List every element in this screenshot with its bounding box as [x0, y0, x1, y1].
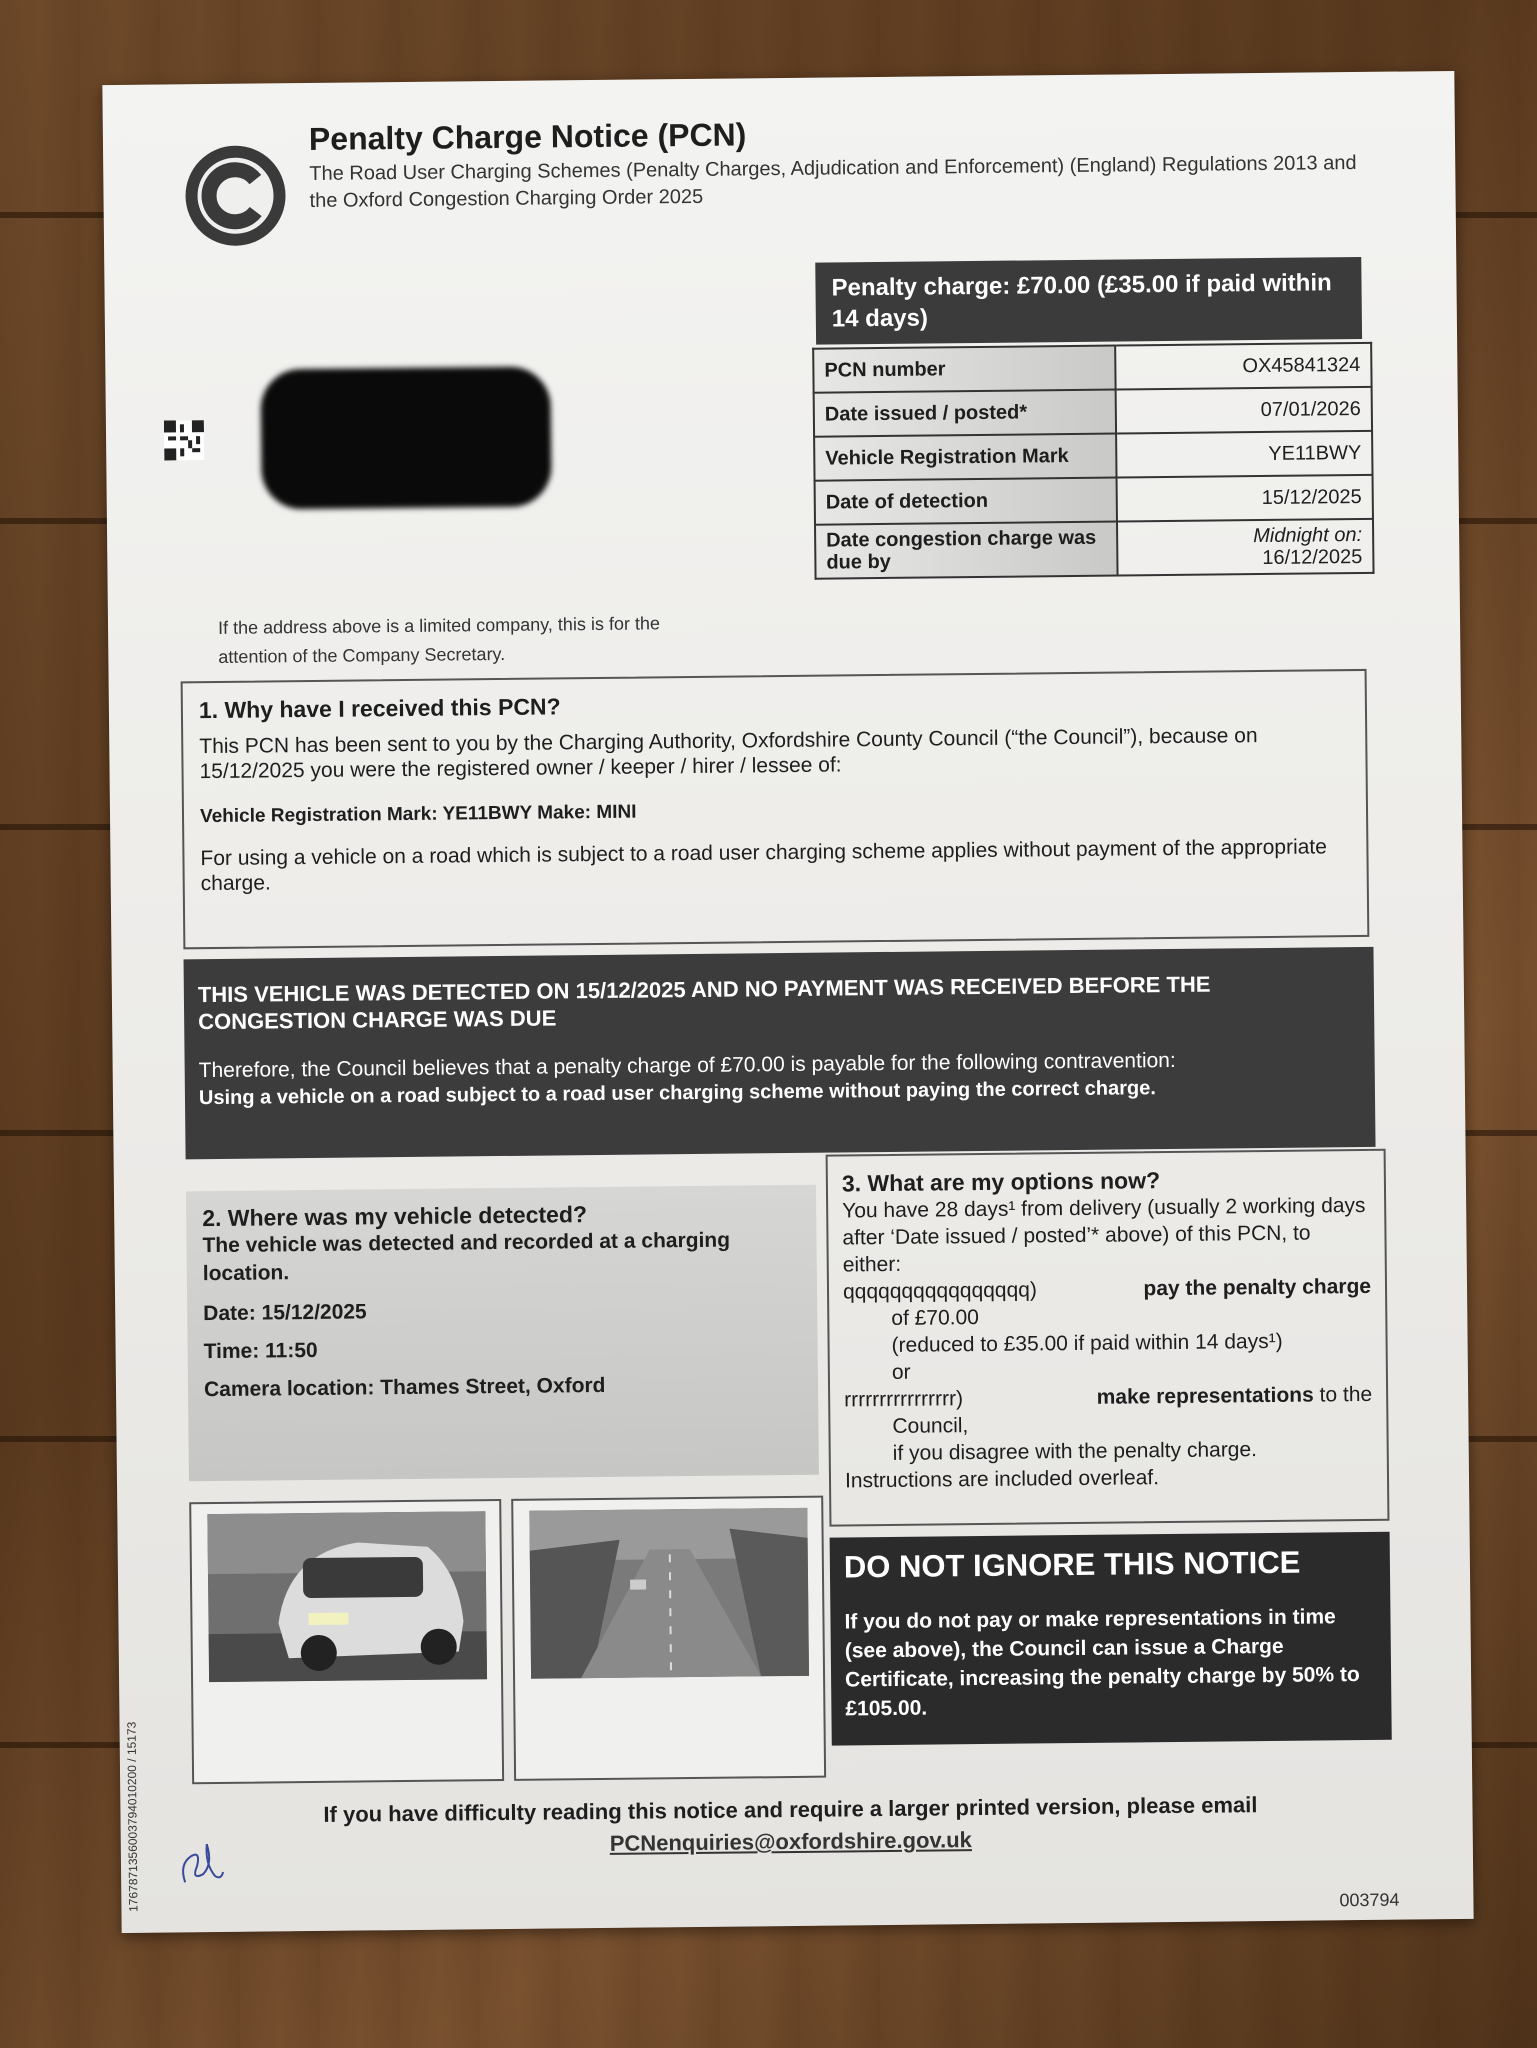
option-represent: [844, 1381, 1372, 1414]
option-represent-disagree: if you disagree with the penalty charge.: [892, 1438, 1258, 1465]
detected-line2: Using a vehicle on a road subject to a road user charging scheme without paying the correct charge.: [198, 1077, 1156, 1110]
table-row: [815, 475, 1373, 525]
option-pay-marker: qqqqqqqqqqqqqqqq): [842, 1278, 1038, 1304]
due-date-label: Date congestion charge was due by: [815, 522, 1118, 579]
section2-intro: The vehicle was detected and recorded at a charging location.: [202, 1228, 731, 1286]
option-represent-text: [1097, 1381, 1373, 1411]
road-camera-photo: [529, 1508, 809, 1679]
qr-code-icon: [164, 420, 204, 460]
table-row: [814, 387, 1372, 437]
warning-body: If you do not pay or make representations in time (see above), the Council can issue a Charge Certificate, increasing the penalty charge by 50% to £105.00.: [844, 1605, 1360, 1721]
large-print-footer: [230, 1788, 1351, 1864]
section2-time: Time: 11:50: [203, 1338, 318, 1364]
handwritten-mark-icon: [177, 1834, 226, 1888]
table-row: [813, 343, 1371, 393]
warning-heading: DO NOT IGNORE THIS NOTICE: [843, 1544, 1301, 1585]
option-pay-amount: of £70.00: [891, 1306, 980, 1330]
section1-heading: 1. Why have I received this PCN?: [198, 693, 561, 724]
section3-heading: 3. What are my options now?: [841, 1167, 1161, 1197]
notice-title: Penalty Charge Notice (PCN): [308, 116, 747, 157]
vrm-value: YE11BWY: [1116, 431, 1372, 478]
side-barcode-text: 1767871356003794010200 / 15173: [124, 1721, 141, 1912]
section2-camera: Camera location: Thames Street, Oxford: [203, 1373, 606, 1402]
option-represent-marker: rrrrrrrrrrrrrrrr): [844, 1387, 964, 1412]
option-represent-council: Council,: [892, 1414, 969, 1438]
date-detection-label: Date of detection: [815, 478, 1117, 525]
option-represent-title: make representations: [1096, 1383, 1314, 1409]
option-pay-title: pay the penalty charge: [1143, 1274, 1372, 1301]
date-issued-value: 07/01/2026: [1116, 387, 1372, 434]
detected-line1: Therefore, the Council believes that a penalty charge of £70.00 is payable for the following contravention:: [198, 1048, 1176, 1083]
section3-intro: You have 28 days¹ from delivery (usually 2 working days after ‘Date issued / posted’* above) of this PCN, to either:: [842, 1193, 1366, 1277]
penalty-charge-heading: Penalty charge: £70.00 (£35.00 if paid within 14 days): [815, 257, 1362, 345]
option-represent-suffix: to the: [1313, 1382, 1373, 1407]
section-why-received: [181, 669, 1370, 949]
vrm-label: Vehicle Registration Mark: [814, 434, 1116, 481]
photo-frame-vehicle: [189, 1499, 504, 1784]
section2-date: Date: 15/12/2025: [203, 1300, 367, 1326]
vehicle-photo: [207, 1511, 487, 1682]
detected-heading: THIS VEHICLE WAS DETECTED ON 15/12/2025 AND NO PAYMENT WAS RECEIVED BEFORE THE CONGESTION CHARGE WAS DUE: [197, 971, 1211, 1035]
option-or: or: [891, 1360, 911, 1384]
reference-number: 003794: [1339, 1889, 1400, 1911]
section1-body: This PCN has been sent to you by the Charging Authority, Oxfordshire County Council (“the Council”), because on 15/12/2025 you were the registered owner / keeper / hirer / lessee of:: [199, 724, 1258, 784]
do-not-ignore-banner: [830, 1532, 1392, 1746]
notice-subtitle: The Road User Charging Schemes (Penalty Charges, Adjudication and Enforcement) (England) Regulations 2013 and the Oxford Congestion Charging Order 2025: [309, 152, 1357, 212]
table-row: [815, 519, 1374, 579]
section1-reason: For using a vehicle on a road which is subject to a road user charging scheme applies without payment of the appropriate charge.: [200, 835, 1328, 896]
detected-banner: [184, 947, 1376, 1159]
pcn-number-label: PCN number: [813, 346, 1115, 393]
option-pay: [843, 1273, 1371, 1306]
section2-heading: 2. Where was my vehicle detected?: [202, 1201, 588, 1232]
section1-vrm-line: Vehicle Registration Mark: YE11BWY Make: MINI: [199, 801, 637, 828]
section-where-detected: [186, 1185, 819, 1482]
due-date-value: [1117, 519, 1374, 576]
date-detection-value: 15/12/2025: [1117, 475, 1373, 522]
penalty-charge-notice: [102, 71, 1473, 1933]
table-row: [814, 431, 1372, 481]
due-date-date: 16/12/2025: [1262, 545, 1363, 570]
footer-text: If you have difficulty reading this notice and require a larger printed version, please email: [323, 1792, 1258, 1827]
pcn-details-table: [812, 342, 1374, 580]
congestion-charge-logo: [183, 143, 288, 248]
pcn-number-value: OX45841324: [1115, 343, 1371, 390]
footer-email-link[interactable]: PCNenquiries@oxfordshire.gov.uk: [609, 1827, 972, 1856]
redacted-address: [260, 366, 551, 509]
section3-instructions: Instructions are included overleaf.: [844, 1466, 1160, 1493]
option-pay-reduced: (reduced to £35.00 if paid within 14 days¹): [891, 1329, 1283, 1357]
detection-photos: [189, 1496, 828, 1785]
photo-frame-road: [511, 1496, 826, 1781]
company-secretary-note: If the address above is a limited company, this is for the attention of the Company Secretary.: [217, 613, 661, 667]
section-options: [826, 1149, 1390, 1527]
due-date-prefix: Midnight on:: [1253, 523, 1363, 548]
date-issued-label: Date issued / posted*: [814, 390, 1116, 437]
